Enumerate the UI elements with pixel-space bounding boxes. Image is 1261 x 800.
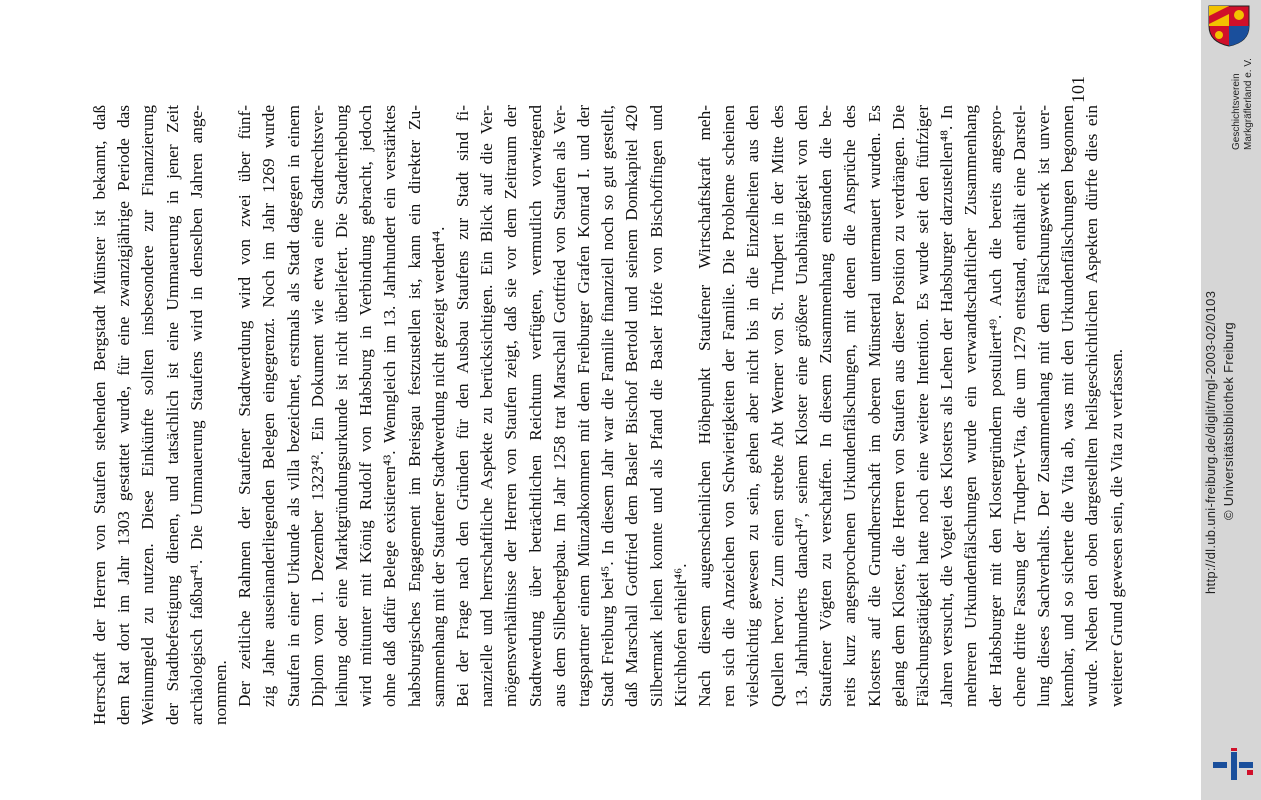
text-line: Klosters auf die Grundherrschaft im oberen Münstertal untermauert wurden. Es — [864, 105, 884, 707]
text-line: Der zeitliche Rahmen der Staufener Stadtwerdung wird von zwei über fünf- — [235, 105, 255, 707]
society-name-line1: Geschichtsverein — [1231, 73, 1242, 150]
text-line: ren sich die Anzeichen von Schwierigkeiten der Familie. Die Probleme scheinen — [719, 105, 739, 707]
text-line: Jahren versucht, die Vogtei des Klosters als Lehen der Habsburger darzustellen⁴⁸. In — [937, 105, 957, 707]
paragraph — [451, 105, 693, 725]
text-line: leihung oder eine Marktgründungsurkunde ist nicht überliefert. Die Stadterhebung — [332, 105, 352, 707]
society-name-line2: Markgräflerland e. V. — [1243, 58, 1254, 150]
page-text-block — [88, 105, 1148, 725]
text-line: weiterer Grund gewesen sein, die Vita zu verfassen. — [1106, 348, 1126, 707]
coat-of-arms-logo — [1205, 4, 1253, 48]
text-line: Stadtwerdung über beträchtlichen Reichtum verfügten, vermutlich vorwiegend — [525, 105, 545, 707]
library-logo-icon — [1211, 748, 1255, 784]
text-line: wird mitunter mit König Rudolf von Habsburg in Verbindung gebracht, jedoch — [356, 105, 376, 707]
text-line: wurde. Neben den oben dargestellten heilsgeschichtlichen Aspekten dürfte dies ein — [1082, 105, 1102, 707]
paragraph — [233, 105, 451, 725]
text-line: daß Marschall Gottfried dem Basler Bischof Bertold und seinem Domkapitel 420 — [622, 105, 642, 707]
text-line: mehreren Urkundenfälschungen wurde ein verwandtschaftlicher Zusammenhang — [961, 105, 981, 707]
text-line: Diplom vom 1. Dezember 1323⁴². Ein Dokument wie etwa eine Stadtrechtsver- — [307, 105, 327, 707]
text-line: mögensverhältnisse der Herren von Staufen zeigt, daß sie vor dem Zeitraum der — [501, 105, 521, 707]
text-line: aus dem Silberbergbau. Im Jahr 1258 trat Marschall Gottfried von Staufen als Ver- — [549, 105, 569, 707]
text-line: tragspartner einem Münzabkommen mit dem Freiburger Grafen Konrad I. und der — [574, 105, 594, 707]
text-line: archäologisch faßbar⁴¹. Die Ummauerung Staufens wird in denselben Jahren ange- — [186, 105, 206, 725]
page-number: 101 — [1068, 76, 1088, 103]
text-line: nanzielle und herrschaftliche Aspekte zu berücksichtigen. Ein Blick auf die Ver- — [477, 105, 497, 707]
text-line: ohne daß dafür Belege existieren⁴³. Wenngleich im 13. Jahrhundert ein verstärktes — [380, 105, 400, 707]
text-line: kennbar, und so sicherte die Vita ab, was mit den Urkundenfälschungen begonnen — [1058, 105, 1078, 707]
text-line: Staufener Vögten zu verschaffen. In diesem Zusammenhang entstanden die be- — [816, 105, 836, 707]
text-line: Staufen in einer Urkunde als villa bezeichnet, erstmals als Stadt dagegen in einem — [283, 105, 303, 707]
text-line: zig Jahre auseinanderliegenden Belegen eingegrenzt. Noch im Jahr 1269 wurde — [259, 105, 279, 707]
text-line: der Habsburger mit den Klostergründern postuliert⁴⁹. Auch die bereits angespro- — [985, 105, 1005, 707]
text-line: Stadt Freiburg bei⁴⁵. In diesem Jahr war die Familie finanziell noch so gut gestellt, — [598, 105, 618, 707]
text-line: Bei der Frage nach den Gründen für den Ausbau Staufens zur Stadt sind fi- — [453, 105, 473, 707]
text-line: Herrschaft der Herren von Staufen stehenden Bergstadt Münster ist bekannt, daß — [90, 105, 109, 725]
paragraph — [693, 105, 1129, 725]
text-line: reits kurz angesprochenen Urkundenfälschungen, mit denen die Ansprüche des — [840, 105, 860, 707]
text-line: lung dieses Sachverhalts. Der Zusammenhang mit dem Fälschungswerk ist unver- — [1033, 105, 1053, 707]
text-line: chene dritte Fassung der Trudpert-Vita, die um 1279 entstand, enthält eine Darstel- — [1009, 105, 1029, 707]
copyright-notice: © Universitätsbibliothek Freiburg — [1221, 322, 1236, 520]
document-url[interactable]: http://dl.ub.uni-freiburg.de/diglit/mgl-2003-02/0103 — [1203, 290, 1218, 594]
text-line: Silbermark leihen konnte und als Pfand die Basler Höfe von Bischoffingen und — [646, 105, 666, 707]
text-line: vielschichtig gewesen zu sein, gehen aber nicht bis in die Einzelheiten aus den — [743, 105, 763, 707]
paragraph — [88, 105, 233, 725]
text-line: Kirchhofen erhielt⁴⁶. — [670, 563, 690, 707]
text-line: sammenhang mit der Staufener Stadtwerdung nicht gezeigt werden⁴⁴. — [428, 226, 448, 707]
text-line: der Stadtbefestigung dienen, und tatsächlich ist eine Ummauerung in jener Zeit — [162, 105, 182, 725]
text-line: nommen. — [211, 660, 231, 725]
text-line: Weinumgeld zu nutzen. Diese Einkünfte sollten insbesondere zur Finanzierung — [138, 105, 158, 725]
text-line: gelang dem Kloster, die Herren von Staufen aus dieser Position zu verdrängen. Die — [888, 105, 908, 707]
text-line: Fälschungstätigkeit hatte noch eine weitere Intention. Es wurde seit den fünfziger — [912, 105, 932, 707]
text-line: Nach diesem augenscheinlichen Höhepunkt Staufener Wirtschaftskraft meh- — [695, 105, 715, 707]
viewer-sidebar — [1201, 0, 1261, 800]
text-line: dem Rat dort im Jahr 1303 gestattet wurde, für eine zwanzigjährige Periode das — [114, 105, 134, 725]
text-line: Quellen hervor. Zum einen strebte Abt Werner von St. Trudpert in der Mitte des — [767, 105, 787, 707]
text-line: 13. Jahrhunderts danach⁴⁷, seinem Kloster eine größere Unabhängigkeit von den — [791, 105, 811, 707]
text-line: habsburgisches Engagement im Breisgau festzustellen ist, kann ein direkter Zu- — [404, 105, 424, 707]
